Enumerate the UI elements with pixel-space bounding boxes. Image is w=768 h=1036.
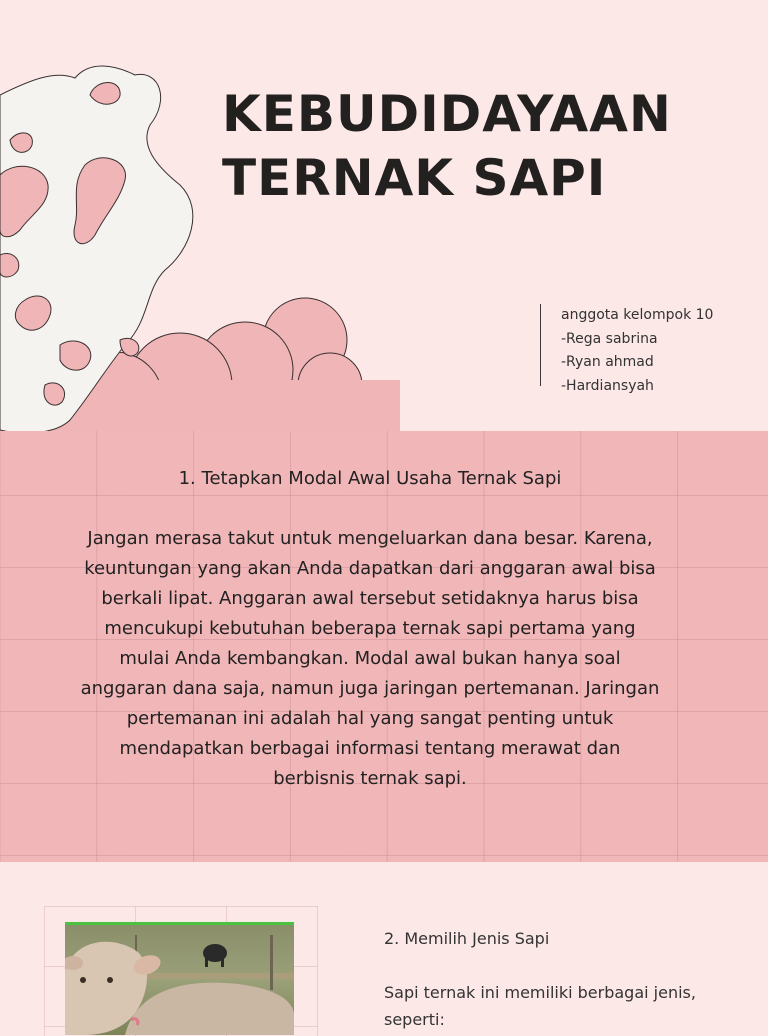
section-jenis-sapi xyxy=(384,925,714,1033)
group-members xyxy=(540,304,714,394)
cow-photo xyxy=(65,922,294,1035)
section-2-body: Sapi ternak ini memiliki berbagai jenis, seperti: xyxy=(384,983,696,1029)
cow-pattern-decoration xyxy=(0,0,420,440)
section-1-heading: 1. Tetapkan Modal Awal Usaha Ternak Sapi xyxy=(178,468,562,489)
member-name: -Ryan ahmad xyxy=(561,354,654,370)
section-1-body: Jangan merasa takut untuk mengeluarkan dana besar. Karena, keuntungan yang akan Anda dapatkan dari anggaran awal bisa berkali lipat. Anggaran awal tersebut setidaknya harus bisa mencukupi kebutuhan beberapa ternak sapi pertama yang mulai Anda kembangkan. Modal awal bukan hanya soal anggaran dana saja, namun juga jaringan pertemanan. Jaringan pertemanan ini adalah hal yang sangat penting untuk mendapatkan berbagai informasi tentang merawat dan berbisnis ternak sapi. xyxy=(80,528,660,789)
page-title xyxy=(222,82,672,210)
cow-photo-illustration xyxy=(65,925,294,1035)
members-header: anggota kelompok 10 xyxy=(561,307,714,323)
section-modal-awal-text xyxy=(80,464,660,794)
member-name: -Hardiansyah xyxy=(561,377,654,394)
member-name: -Rega sabrina xyxy=(561,330,658,347)
section-modal-awal xyxy=(0,431,768,862)
section-2-heading: 2. Memilih Jenis Sapi xyxy=(384,929,550,948)
title-line-2: TERNAK SAPI xyxy=(222,149,607,207)
title-line-1: KEBUDIDAYAAN xyxy=(222,85,672,143)
